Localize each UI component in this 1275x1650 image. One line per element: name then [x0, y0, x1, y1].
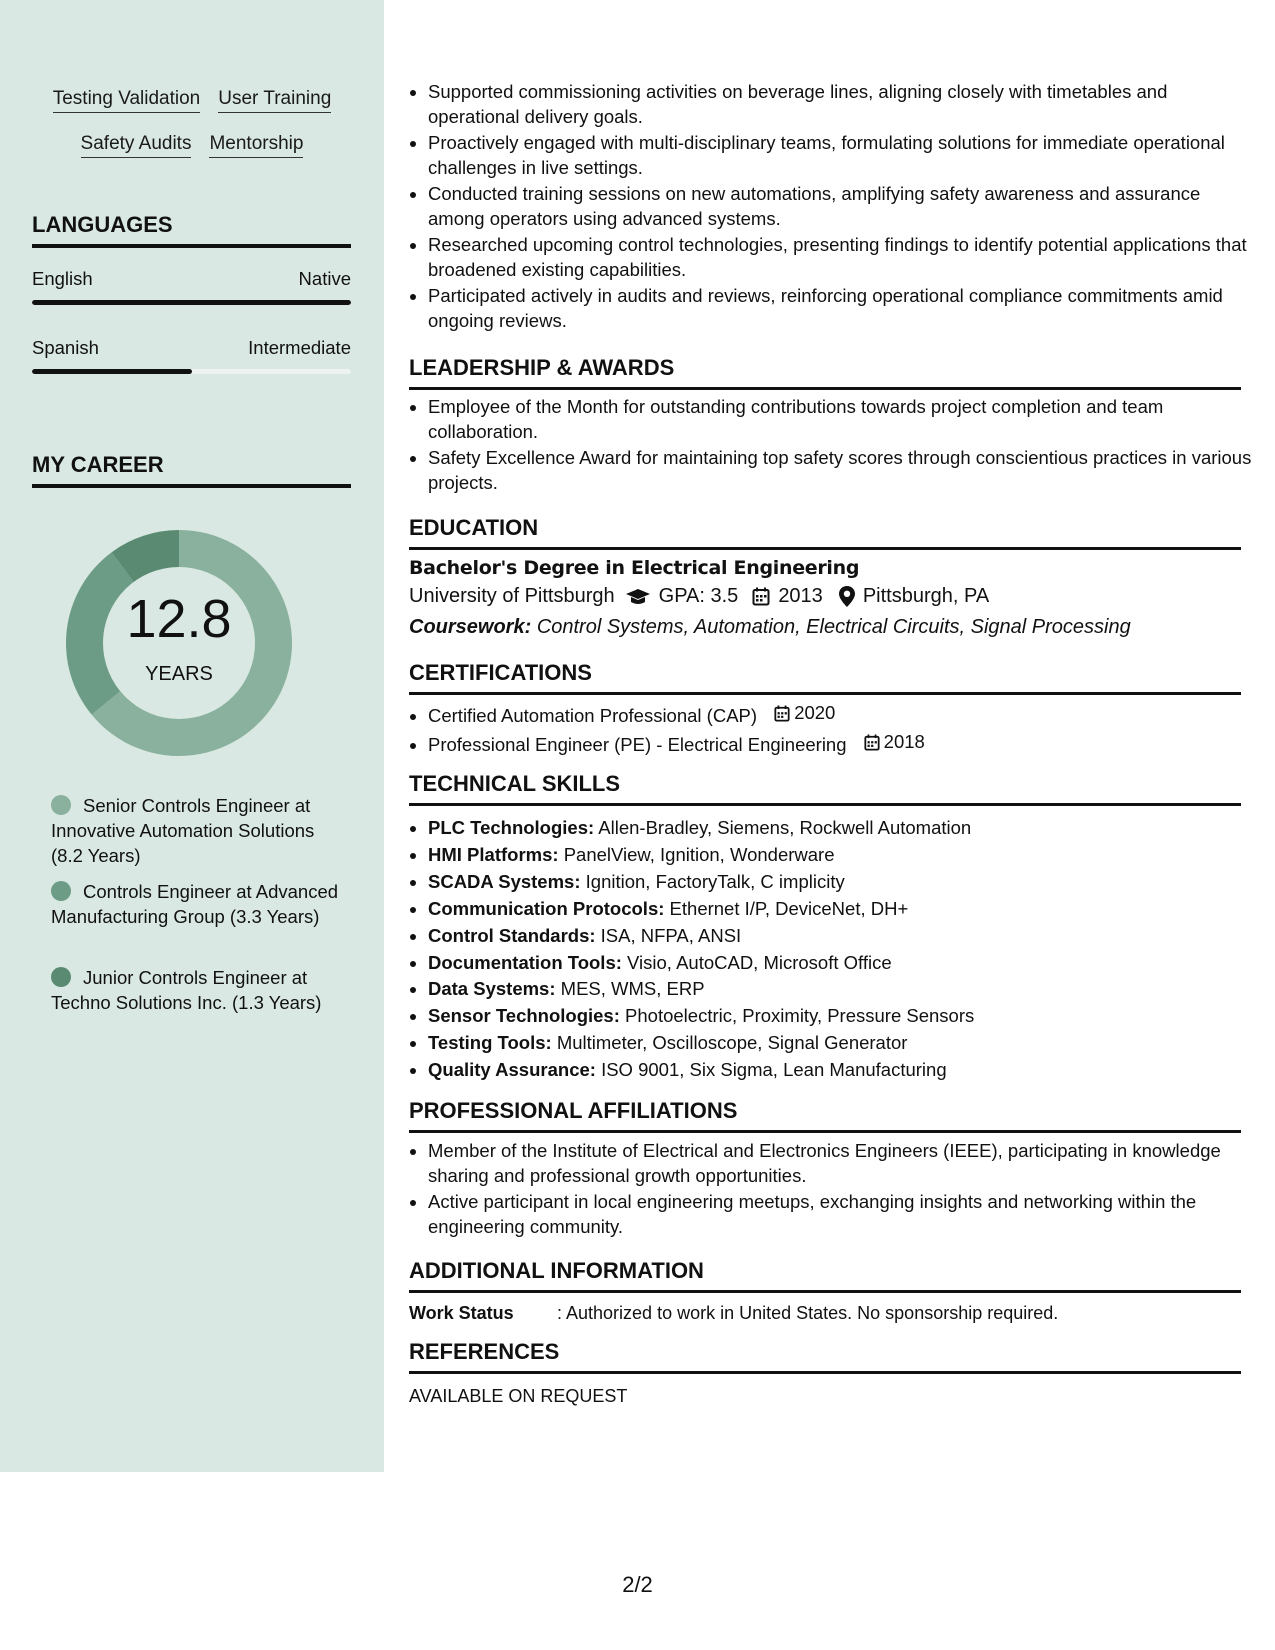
calendar-icon [864, 734, 880, 751]
language-bar-fill [32, 369, 192, 374]
list-item: • Proactively engaged with multi-disciplinary teams, formulating solutions for immediate operational challenges in live settings. [428, 131, 1260, 180]
skill-label: Control Standards: [428, 924, 596, 946]
list-item: • Supported commissioning activities on beverage lines, aligning closely with timetables and operational delivery goals. [428, 80, 1260, 129]
skill-value: Ignition, FactoryTalk, C implicity [585, 870, 845, 892]
list-item: • Member of the Institute of Electrical and Electronics Engineers (IEEE), participating in knowledge sharing and professional growth opportunities. [428, 1139, 1260, 1188]
career-item [51, 879, 351, 929]
list-item [428, 870, 1260, 895]
skill-label: PLC Technologies: [428, 817, 595, 838]
career-item [51, 965, 351, 1015]
calendar-icon [774, 705, 790, 722]
language-bar-fill [32, 300, 351, 305]
leadership-list [409, 395, 1260, 497]
skill-label: HMI Platforms: [428, 843, 559, 865]
skill-label: Documentation Tools: [428, 951, 622, 973]
sidebar [0, 0, 384, 1472]
career-text: Junior Controls Engineer at Techno Solutions Inc. (1.3 Years) [51, 967, 322, 1013]
skills-tags-row-1 [0, 88, 384, 113]
education-year: 2013 [778, 585, 823, 607]
location-pin-icon [839, 586, 855, 607]
affiliations-heading: PROFESSIONAL AFFILIATIONS [409, 1098, 1241, 1133]
language-row [32, 268, 351, 290]
calendar-icon [752, 587, 770, 606]
language-row [32, 337, 351, 359]
skill-value: Photoelectric, Proximity, Pressure Sensors [625, 1005, 975, 1027]
education-coursework [409, 616, 1131, 639]
skills-tags-row-2 [0, 133, 384, 158]
experience-bullets [409, 80, 1260, 335]
certifications-heading: CERTIFICATIONS [409, 660, 1241, 695]
skill-value: ISO 9001, Six Sigma, Lean Manufacturing [601, 1059, 947, 1081]
language-bar [32, 300, 351, 305]
list-item: • Participated actively in audits and reviews, reinforcing operational compliance commitments amid ongoing reviews. [428, 284, 1260, 333]
list-item [428, 1031, 1260, 1056]
career-text: Senior Controls Engineer at Innovative Automation Solutions (8.2 Years) [51, 795, 315, 866]
education-location: Pittsburgh, PA [862, 585, 990, 607]
skill-label: Data Systems: [428, 978, 556, 1000]
cert-year: 2018 [883, 731, 925, 753]
list-item: • Employee of the Month for outstanding contributions towards project completion and team collaboration. [428, 395, 1260, 444]
certifications-list [409, 701, 1260, 760]
leadership-heading: LEADERSHIP & AWARDS [409, 355, 1241, 390]
skill-value: ISA, NFPA, ANSI [600, 924, 742, 946]
list-item [428, 977, 1260, 1002]
list-item [428, 951, 1260, 976]
career-total-value: 12.8 [126, 589, 232, 649]
additional-info-heading: ADDITIONAL INFORMATION [409, 1258, 1241, 1293]
coursework-label: Coursework: [409, 616, 532, 638]
work-status-label: Work Status [409, 1303, 514, 1323]
page-number: 2/2 [622, 1572, 653, 1597]
career-item [51, 793, 351, 868]
technical-skills-heading: TECHNICAL SKILLS [409, 771, 1241, 806]
language-name: English [32, 268, 93, 289]
skill-value: Allen-Bradley, Siemens, Rockwell Automation [598, 817, 972, 838]
career-heading: MY CAREER [32, 452, 351, 488]
education-heading: EDUCATION [409, 515, 1241, 550]
skill-value: PanelView, Ignition, Wonderware [563, 843, 835, 865]
skill-value: Ethernet I/P, DeviceNet, DH+ [669, 897, 909, 919]
work-status-row [409, 1303, 1058, 1324]
language-level: Native [298, 268, 351, 289]
list-item [428, 701, 1260, 728]
career-text: Controls Engineer at Advanced Manufacturing Group (3.3 Years) [51, 881, 339, 927]
list-item [428, 730, 1260, 757]
graduation-cap-icon [625, 588, 651, 606]
skill-value: Visio, AutoCAD, Microsoft Office [627, 951, 892, 973]
skill-label: SCADA Systems: [428, 870, 581, 892]
skill-label: Sensor Technologies: [428, 1005, 620, 1027]
list-item: • Safety Excellence Award for maintaining top safety scores through conscientious practices in various projects. [428, 446, 1260, 495]
cert-name: Certified Automation Professional (CAP) [428, 704, 758, 726]
education-details [409, 585, 989, 608]
cert-year: 2020 [794, 702, 836, 723]
education-gpa: GPA: 3.5 [658, 585, 739, 607]
skill-tag: User Training [218, 88, 331, 113]
education-degree: Bachelor's Degree in Electrical Engineering [409, 557, 860, 579]
list-item [428, 924, 1260, 949]
skill-label: Quality Assurance: [428, 1059, 596, 1081]
list-item: • Conducted training sessions on new automations, amplifying safety awareness and assurance among operators using advanced systems. [428, 182, 1260, 231]
skill-tag: Mentorship [209, 133, 303, 158]
cert-name: Professional Engineer (PE) - Electrical Engineering [428, 734, 847, 755]
references-text: AVAILABLE ON REQUEST [409, 1386, 628, 1406]
list-item: • Researched upcoming control technologies, presenting findings to identify potential applications that broadened existing capabilities. [428, 233, 1260, 282]
work-status-value: : Authorized to work in United States. No sponsorship required. [557, 1303, 1059, 1323]
skill-tag: Testing Validation [53, 88, 201, 113]
career-total-unit: YEARS [145, 663, 213, 685]
language-level: Intermediate [248, 337, 351, 358]
skill-value: MES, WMS, ERP [560, 978, 705, 1000]
education-school: University of Pittsburgh [409, 585, 615, 607]
list-item [428, 816, 1260, 841]
list-item: • Active participant in local engineering meetups, exchanging insights and networking within the engineering community. [428, 1190, 1260, 1239]
coursework-text: Control Systems, Automation, Electrical Circuits, Signal Processing [536, 616, 1131, 638]
language-name: Spanish [32, 337, 99, 358]
cert-date [774, 701, 835, 726]
list-item [428, 897, 1260, 922]
technical-skills-list [409, 816, 1260, 1085]
cert-date [864, 730, 925, 755]
list-item [428, 1058, 1260, 1083]
skill-label: Testing Tools: [428, 1032, 552, 1054]
career-dot [51, 795, 71, 815]
language-bar [32, 369, 351, 374]
career-donut-chart [66, 530, 292, 756]
career-dot [51, 967, 71, 987]
list-item [428, 843, 1260, 868]
skill-tag: Safety Audits [81, 133, 192, 158]
list-item [428, 1004, 1260, 1029]
affiliations-list [409, 1139, 1260, 1241]
skill-value: Multimeter, Oscilloscope, Signal Generator [556, 1032, 908, 1054]
references-heading: REFERENCES [409, 1339, 1241, 1374]
skill-label: Communication Protocols: [428, 897, 665, 919]
languages-heading: LANGUAGES [32, 212, 351, 248]
career-dot [51, 881, 71, 901]
